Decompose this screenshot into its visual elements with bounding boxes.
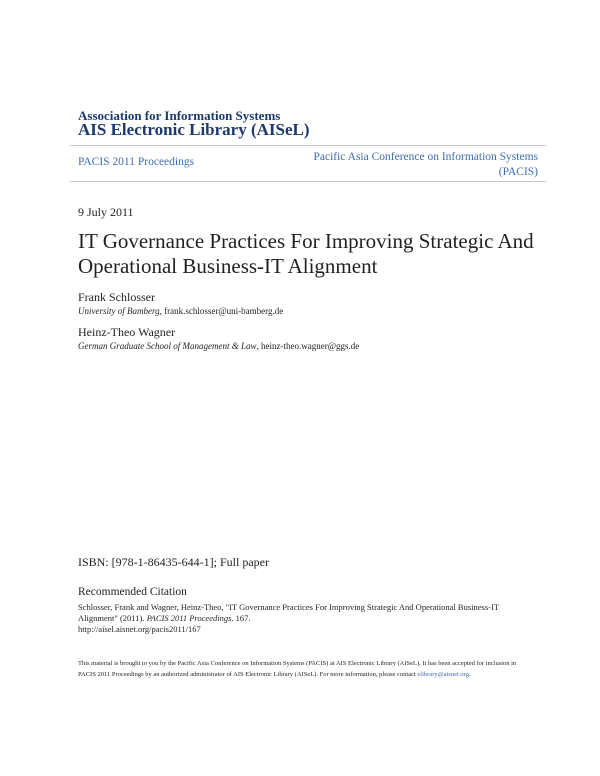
footer-notice [78, 658, 528, 680]
header-bottom-rule [70, 181, 546, 182]
conference-link[interactable] [278, 150, 538, 180]
recommended-citation-heading: Recommended Citation [78, 586, 187, 598]
citation-journal: PACIS 2011 Proceedings [146, 613, 232, 623]
author-affiliation-line: University of Bamberg, frank.schlosser@uni-bamberg.de [78, 306, 284, 316]
paper-title: IT Governance Practices For Improving Strategic And Operational Business-IT Alignment [78, 229, 534, 278]
author-email[interactable]: heinz-theo.wagner@ggs.de [260, 341, 360, 351]
collection-link[interactable]: PACIS 2011 Proceedings [78, 156, 195, 168]
author-email[interactable]: frank.schlosser@uni-bamberg.de [164, 306, 284, 316]
author-affiliation: University of Bamberg [78, 306, 160, 316]
citation-url[interactable]: http://aisel.aisnet.org/pacis2011/167 [78, 624, 201, 634]
author-name: Frank Schlosser [78, 290, 155, 304]
citation-text [78, 602, 518, 635]
organization-name[interactable]: Association for Information Systems [78, 108, 281, 123]
library-name[interactable]: AIS Electronic Library (AISeL) [78, 120, 310, 139]
citation-page: . 167. [231, 613, 251, 623]
author-name: Heinz-Theo Wagner [78, 325, 176, 339]
author-affiliation: German Graduate School of Management & Law [78, 341, 257, 351]
contact-email-link[interactable]: elibrary@aisnet.org [417, 671, 469, 678]
conference-name: Pacific Asia Conference on Information Systems [313, 151, 538, 163]
citation-authors-title: Schlosser, Frank and Wagner, Heinz-Theo, "IT Governance Practices For Improving Strategic And Operational Business-IT Alignment" (2011). [78, 602, 499, 623]
header-top-rule [70, 145, 546, 146]
author-affiliation-line: German Graduate School of Management & Law, heinz-theo.wagner@ggs.de [78, 341, 360, 351]
isbn-line: ISBN: [978-1-86435-644-1]; Full paper [78, 555, 269, 569]
footer-end: . [468, 671, 471, 678]
publication-date: 9 July 2011 [78, 205, 134, 219]
conference-abbrev: (PACIS) [498, 166, 538, 178]
footer-text: This material is brought to you by the Pacific Asia Conference on Information Systems (PACIS) at AIS Electronic Library (AISeL). It has been accepted for inclusion in PACIS 2011 Proceedings by an authorized administrator of AIS Electronic Library (AISeL). For more information, please contact [78, 660, 517, 678]
